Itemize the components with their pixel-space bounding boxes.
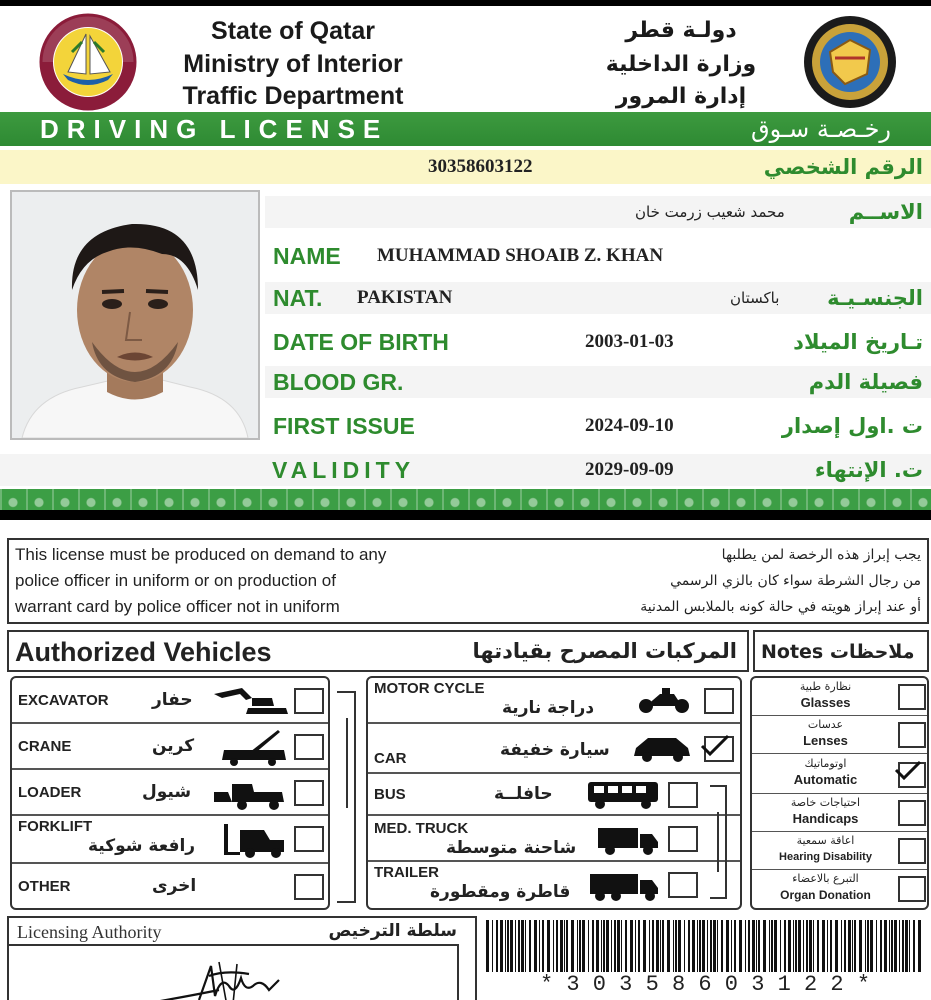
- barcode-bar: [830, 920, 832, 972]
- note-lenses-ar: عدسات: [807, 718, 844, 731]
- barcode-bar: [649, 920, 650, 972]
- barcode-bar: [621, 920, 622, 972]
- hearing-checkbox[interactable]: [898, 838, 926, 864]
- header-ar-line-1: دولـة قطر: [625, 18, 737, 43]
- barcode-bar: [793, 920, 794, 972]
- notice-box: [7, 538, 929, 624]
- vehicle-medtruck-label-ar: شاحنة متوسطة: [446, 838, 577, 858]
- note-hearing-en: Hearing Disability: [779, 851, 872, 863]
- note-handicaps-ar: احتياجات خاصة: [790, 796, 861, 809]
- notes-header: [753, 630, 929, 672]
- header-ar-line-2: وزارة الداخلية: [605, 52, 757, 77]
- barcode-bar: [496, 920, 498, 972]
- barcode-bar: [678, 920, 681, 972]
- barcode-bar: [617, 920, 620, 972]
- barcode-bar: [699, 920, 701, 972]
- lenses-checkbox[interactable]: [898, 722, 926, 748]
- barcode-bar: [909, 920, 910, 972]
- barcode-bar: [780, 920, 781, 972]
- barcode-bar: [841, 920, 842, 972]
- barcode-bar: [835, 920, 838, 972]
- column-bracket: [333, 688, 363, 906]
- vehicle-car-label: CAR: [374, 750, 407, 767]
- barcode-bar: [880, 920, 882, 972]
- barcode-bar: [745, 920, 746, 972]
- personal-number-label-ar: الرقم الشخصي: [763, 155, 923, 179]
- barcode-bar: [564, 920, 565, 972]
- barcode-bar: [560, 920, 563, 972]
- barcode-bar: [566, 920, 568, 972]
- band-title-en: DRIVING LICENSE: [40, 114, 389, 144]
- note-organ-en: Organ Donation: [780, 888, 871, 902]
- barcode-bar: [500, 920, 503, 972]
- barcode-bar: [748, 920, 750, 972]
- barcode-bar: [713, 920, 716, 972]
- barcode-bar: [859, 920, 862, 972]
- nationality-value: PAKISTAN: [357, 287, 453, 308]
- vehicle-excavator-label-ar: حفار: [152, 690, 193, 710]
- vehicle-excavator-label: EXCAVATOR: [18, 692, 109, 709]
- note-automatic-ar: اوتوماتيك: [804, 757, 847, 770]
- note-glasses-en: Glasses: [800, 695, 851, 710]
- barcode-bar: [870, 920, 873, 972]
- vehicle-loader-label-ar: شيول: [142, 782, 192, 802]
- license-back: [0, 510, 931, 1000]
- excavator-checkbox[interactable]: [294, 688, 324, 714]
- notice-ar-1: يجب إبراز هذه الرخصة لمن يطلبها: [721, 547, 921, 563]
- loader-checkbox[interactable]: [294, 780, 324, 806]
- barcode-bar: [702, 920, 705, 972]
- barcode-bar: [734, 920, 736, 972]
- barcode-bar: [614, 920, 616, 972]
- vehicle-crane-label-ar: كرين: [152, 736, 195, 756]
- vehicle-forklift-label: FORKLIFT: [18, 818, 93, 835]
- vehicles-title-en: Authorized Vehicles: [15, 637, 272, 667]
- barcode-bar: [539, 920, 540, 972]
- barcode-bar: [854, 920, 856, 972]
- car-checkmark-icon: [698, 732, 732, 760]
- barcode-bar: [492, 920, 493, 972]
- crane-checkbox[interactable]: [294, 734, 324, 760]
- inner-bracket: [706, 782, 734, 902]
- automatic-checkmark-icon: [892, 758, 924, 784]
- vehicle-other-label-ar: اخرى: [152, 876, 197, 896]
- barcode-bar: [803, 920, 804, 972]
- header-line-2: Ministry of Interior: [183, 50, 403, 78]
- barcode-bar: [852, 920, 853, 972]
- blood-label: BLOOD GR.: [273, 369, 404, 395]
- forklift-checkbox[interactable]: [294, 826, 324, 852]
- first-issue-row: [265, 410, 931, 442]
- trailer-checkbox[interactable]: [668, 872, 698, 898]
- loader-icon: [212, 778, 288, 810]
- organ-donation-checkbox[interactable]: [898, 876, 926, 902]
- medtruck-checkbox[interactable]: [668, 826, 698, 852]
- holder-photo: [10, 190, 260, 440]
- barcode: [484, 920, 926, 972]
- barcode-bar: [625, 920, 627, 972]
- barcode-bar: [542, 920, 544, 972]
- motorcycle-icon: [636, 686, 692, 714]
- signature-icon: [149, 956, 299, 1000]
- barcode-bar: [656, 920, 659, 972]
- note-organ-ar: التبرع بالاعضاء: [792, 872, 859, 885]
- barcode-bar: [795, 920, 797, 972]
- notice-en-2: police officer in uniform or on production of: [15, 571, 336, 590]
- handicaps-checkbox[interactable]: [898, 800, 926, 826]
- personal-number-row: [0, 150, 931, 184]
- barcode-bar: [556, 920, 558, 972]
- vehicle-car-label-ar: سيارة خفيفة: [500, 740, 610, 760]
- header-line-1: State of Qatar: [211, 17, 375, 45]
- barcode-bar: [521, 920, 524, 972]
- nationality-row: [265, 282, 931, 314]
- barcode-bar: [817, 920, 819, 972]
- decorative-border: [0, 489, 931, 510]
- nationality-label-ar: الجنسـيـة: [827, 286, 923, 310]
- authority-label-en: Licensing Authority: [17, 922, 162, 942]
- vehicles-title-ar: المركبات المصرح بقيادتها: [472, 639, 737, 663]
- car-icon: [632, 734, 694, 764]
- light-vehicles-column: [366, 676, 742, 910]
- barcode-bar: [596, 920, 599, 972]
- name-ar-value: محمد شعيب زرمت خان: [635, 203, 785, 221]
- barcode-bar: [662, 920, 664, 972]
- barcode-bar: [721, 920, 723, 972]
- nationality-value-ar: باكستان: [730, 289, 780, 307]
- note-glasses-ar: نظارة طبية: [799, 680, 852, 693]
- heavy-vehicles-column: [10, 676, 330, 910]
- glasses-checkbox[interactable]: [898, 684, 926, 710]
- barcode-bar: [643, 920, 646, 972]
- validity-row: [0, 454, 931, 486]
- barcode-bar: [827, 920, 828, 972]
- note-handicaps-en: Handicaps: [792, 811, 859, 826]
- name-label: NAME: [273, 243, 341, 269]
- barcode-bar: [798, 920, 801, 972]
- barcode-bar: [758, 920, 760, 972]
- barcode-bar: [899, 920, 900, 972]
- vehicle-motorcycle-label: MOTOR CYCLE: [374, 680, 485, 697]
- validity-label: VALIDITY: [272, 457, 416, 483]
- barcode-bar: [688, 920, 690, 972]
- barcode-number: * 3 0 3 5 8 6 0 3 1 2 2 *: [539, 972, 871, 997]
- vehicle-medtruck-label: MED. TRUCK: [374, 820, 469, 837]
- barcode-bar: [606, 920, 609, 972]
- barcode-bar: [763, 920, 766, 972]
- first-issue-label: FIRST ISSUE: [273, 413, 415, 439]
- barcode-bar: [553, 920, 554, 972]
- car-checkbox[interactable]: [704, 736, 734, 762]
- barcode-bar: [891, 920, 893, 972]
- barcode-bar: [507, 920, 509, 972]
- barcode-bar: [788, 920, 791, 972]
- blood-row: [265, 366, 931, 398]
- vehicle-forklift-label-ar: رافعة شوكية: [88, 836, 196, 856]
- barcode-bar: [684, 920, 685, 972]
- barcode-bar: [518, 920, 520, 972]
- barcode-bar: [902, 920, 904, 972]
- nationality-label: NAT.: [273, 285, 323, 311]
- vehicle-motorcycle-label-ar: دراجة نارية: [502, 698, 595, 718]
- barcode-bar: [547, 920, 550, 972]
- other-checkbox[interactable]: [294, 874, 324, 900]
- barcode-bar: [865, 920, 866, 972]
- forklift-icon: [220, 822, 290, 858]
- barcode-bar: [660, 920, 661, 972]
- first-issue-label-ar: ت .اول إصدار: [781, 414, 923, 438]
- header-ar-line-3: إدارة المرور: [615, 84, 747, 109]
- authorized-vehicles-header: [7, 630, 749, 672]
- barcode-bar: [905, 920, 908, 972]
- barcode-bar: [611, 920, 612, 972]
- dob-label-ar: تـاريخ الميلاد: [793, 330, 923, 354]
- authority-label-ar: سلطة الترخيص: [328, 921, 457, 941]
- barcode-bar: [675, 920, 677, 972]
- vehicle-loader-label: LOADER: [18, 784, 82, 801]
- barcode-bar: [867, 920, 869, 972]
- barcode-bar: [889, 920, 890, 972]
- barcode-bar: [884, 920, 887, 972]
- barcode-bar: [534, 920, 537, 972]
- name-value: MUHAMMAD SHOAIB Z. KHAN: [377, 245, 664, 266]
- barcode-bar: [515, 920, 516, 972]
- barcode-bar: [588, 920, 589, 972]
- name-row: [265, 240, 931, 272]
- barcode-bar: [822, 920, 825, 972]
- dob-label: DATE OF BIRTH: [273, 329, 449, 355]
- vehicle-other-label: OTHER: [18, 878, 71, 895]
- notice-ar-2: من رجال الشرطة سواء كان بالزي الرسمي: [670, 573, 921, 589]
- notice-en-1: This license must be produced on demand to any: [15, 545, 387, 564]
- barcode-bar: [692, 920, 695, 972]
- qatar-emblem-icon: [28, 12, 148, 112]
- barcode-bar: [486, 920, 489, 972]
- barcode-bar: [731, 920, 732, 972]
- trailer-icon: [588, 872, 660, 902]
- bus-icon: [586, 780, 660, 810]
- barcode-bar: [894, 920, 897, 972]
- barcode-bar: [844, 920, 846, 972]
- barcode-bar: [726, 920, 729, 972]
- driving-license-band: [0, 112, 931, 146]
- vehicle-crane-label: CRANE: [18, 738, 72, 755]
- barcode-bar: [579, 920, 581, 972]
- vehicle-trailer-label: TRAILER: [374, 864, 439, 881]
- barcode-bar: [697, 920, 698, 972]
- dob-value: 2003-01-03: [585, 331, 674, 352]
- notice-ar-3: أو عند إبراز هويته في حالة كونه بالملابس المدنية: [640, 599, 921, 615]
- note-lenses-en: Lenses: [803, 733, 848, 748]
- barcode-bar: [592, 920, 594, 972]
- band-title-ar: رخـصـة سـوق: [751, 115, 891, 143]
- barcode-bar: [769, 920, 770, 972]
- note-hearing-ar: اعاقة سمعية: [796, 834, 855, 847]
- barcode-bar: [577, 920, 578, 972]
- vehicle-bus-label-ar: حافلــة: [494, 784, 553, 804]
- barcode-bar: [739, 920, 742, 972]
- barcode-bar: [784, 920, 786, 972]
- barcode-bar: [918, 920, 921, 972]
- gcc-emblem-icon: [795, 12, 905, 112]
- barcode-bar: [809, 920, 812, 972]
- barcode-bar: [707, 920, 708, 972]
- barcode-bar: [601, 920, 602, 972]
- bus-checkbox[interactable]: [668, 782, 698, 808]
- barcode-bar: [635, 920, 636, 972]
- barcode-bar: [652, 920, 654, 972]
- name-ar-row: [265, 196, 931, 228]
- barcode-bar: [505, 920, 506, 972]
- validity-value: 2029-09-09: [585, 459, 674, 480]
- blood-label-ar: فصيلة الدم: [808, 370, 923, 394]
- notice-en-3: warrant card by police officer not in uniform: [15, 597, 340, 616]
- barcode-bar: [756, 920, 757, 972]
- barcode-bar: [752, 920, 755, 972]
- notes-column: [750, 676, 929, 910]
- barcode-bar: [630, 920, 633, 972]
- barcode-bar: [774, 920, 777, 972]
- name-label-ar: الاســم: [848, 200, 923, 224]
- medium-truck-icon: [596, 826, 660, 856]
- barcode-bar: [638, 920, 640, 972]
- vehicle-trailer-label-ar: قاطرة ومقطورة: [430, 882, 571, 902]
- barcode-bar: [529, 920, 531, 972]
- licensing-authority-box: [7, 916, 477, 1000]
- barcode-bar: [510, 920, 513, 972]
- first-issue-value: 2024-09-10: [585, 415, 674, 436]
- barcode-bar: [813, 920, 814, 972]
- automatic-checkbox[interactable]: [898, 762, 926, 788]
- barcode-bar: [603, 920, 605, 972]
- barcode-bar: [710, 920, 712, 972]
- header-line-3: Traffic Department: [182, 82, 404, 110]
- dob-row: [265, 326, 931, 358]
- barcode-bar: [913, 920, 915, 972]
- personal-number: 30358603122: [428, 156, 533, 177]
- notes-title: Notes ملاحظات: [761, 641, 915, 663]
- barcode-bar: [848, 920, 851, 972]
- motorcycle-checkbox[interactable]: [704, 688, 734, 714]
- crane-icon: [220, 728, 290, 766]
- barcode-bar: [673, 920, 674, 972]
- barcode-bar: [525, 920, 526, 972]
- barcode-bar: [571, 920, 574, 972]
- vehicle-bus-label: BUS: [374, 786, 406, 803]
- barcode-bar: [876, 920, 877, 972]
- barcode-bar: [806, 920, 808, 972]
- barcode-bar: [582, 920, 585, 972]
- barcode-bar: [667, 920, 670, 972]
- excavator-icon: [212, 686, 292, 716]
- note-automatic-en: Automatic: [793, 772, 858, 787]
- barcode-bar: [771, 920, 773, 972]
- barcode-bar: [717, 920, 718, 972]
- validity-label-ar: ت. الإنتهاء: [814, 458, 923, 482]
